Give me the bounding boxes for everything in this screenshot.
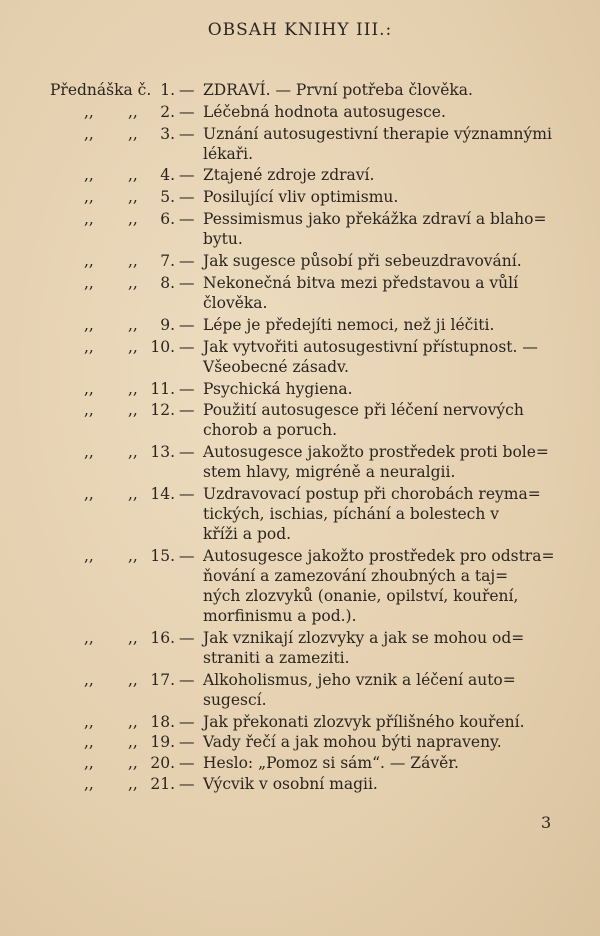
toc-entry: [0, 670, 600, 690]
lecture-label: Přednáška č.: [50, 81, 152, 99]
ditto-mark: ,,: [84, 713, 94, 731]
em-dash: —: [179, 380, 195, 398]
lecture-number: 15.: [150, 547, 175, 565]
em-dash: —: [179, 188, 195, 206]
toc-entry-continuation: [0, 357, 600, 377]
ditto-mark: ,,: [128, 125, 138, 143]
lecture-number: 14.: [150, 485, 175, 503]
ditto-mark: ,,: [128, 380, 138, 398]
toc-entry-continuation: [0, 420, 600, 440]
lecture-title: Jak vznikají zlozvyky a jak se mohou od=: [203, 629, 525, 647]
lecture-title: sugescí.: [203, 691, 267, 709]
lecture-number: 4.: [160, 166, 175, 184]
em-dash: —: [179, 252, 195, 270]
lecture-title: ňování a zamezování zhoubných a taj=: [203, 567, 509, 585]
lecture-title: straniti a zameziti.: [203, 649, 350, 667]
ditto-mark: ,,: [128, 166, 138, 184]
lecture-title: Použití autosugesce při léčení nervových: [203, 401, 524, 419]
ditto-mark: ,,: [128, 671, 138, 689]
lecture-number: 12.: [150, 401, 175, 419]
toc-entry: [0, 165, 600, 185]
lecture-title: tických, ischias, píchání a bolestech v: [203, 505, 500, 523]
em-dash: —: [179, 443, 195, 461]
ditto-mark: ,,: [84, 274, 94, 292]
lecture-number: 7.: [160, 252, 175, 270]
lecture-title: ných zlozvyků (onanie, opilství, kouření,: [203, 587, 519, 605]
toc-entry: [0, 315, 600, 335]
lecture-number: 21.: [150, 775, 175, 793]
toc-entry: [0, 546, 600, 566]
ditto-mark: ,,: [84, 629, 94, 647]
lecture-number: 9.: [160, 316, 175, 334]
toc-entry-continuation: [0, 229, 600, 249]
ditto-mark: ,,: [128, 188, 138, 206]
toc-entry: [0, 124, 600, 144]
lecture-title: člověka.: [203, 294, 268, 312]
em-dash: —: [179, 103, 195, 121]
ditto-mark: ,,: [84, 316, 94, 334]
lecture-title: Vady řečí a jak mohou býti napraveny.: [203, 733, 502, 751]
toc-entry-continuation: [0, 606, 600, 626]
toc-entry: [0, 251, 600, 271]
lecture-number: 6.: [160, 210, 175, 228]
ditto-mark: ,,: [128, 733, 138, 751]
em-dash: —: [179, 125, 195, 143]
ditto-mark: ,,: [84, 166, 94, 184]
em-dash: —: [179, 81, 195, 99]
lecture-title: Léčebná hodnota autosugesce.: [203, 103, 446, 121]
ditto-mark: ,,: [84, 733, 94, 751]
lecture-title: Uzdravovací postup při chorobách reyma=: [203, 485, 541, 503]
toc-entry: [0, 484, 600, 504]
toc-entry: [0, 400, 600, 420]
lecture-number: 16.: [150, 629, 175, 647]
lecture-number: 20.: [150, 754, 175, 772]
ditto-mark: ,,: [128, 443, 138, 461]
toc-entry: [0, 80, 600, 100]
ditto-mark: ,,: [84, 188, 94, 206]
lecture-title: Výcvik v osobní magii.: [203, 775, 378, 793]
lecture-title: Uznání autosugestivní therapie významnými: [203, 125, 552, 143]
ditto-mark: ,,: [128, 274, 138, 292]
em-dash: —: [179, 316, 195, 334]
ditto-mark: ,,: [84, 103, 94, 121]
lecture-title: kříži a pod.: [203, 525, 292, 543]
lecture-title: bytu.: [203, 230, 243, 248]
em-dash: —: [179, 210, 195, 228]
page-title: OBSAH KNIHY III.:: [207, 20, 393, 40]
page-number: 3: [541, 813, 552, 832]
toc-entry: [0, 209, 600, 229]
lecture-title: Autosugesce jakožto prostředek proti bole=: [203, 443, 549, 461]
lecture-number: 2.: [160, 103, 175, 121]
lecture-title: stem hlavy, migréně a neuralgii.: [203, 463, 456, 481]
ditto-mark: ,,: [128, 401, 138, 419]
toc-entry: [0, 732, 600, 752]
lecture-number: 10.: [150, 338, 175, 356]
ditto-mark: ,,: [128, 103, 138, 121]
toc-entry: [0, 379, 600, 399]
em-dash: —: [179, 754, 195, 772]
em-dash: —: [179, 713, 195, 731]
ditto-mark: ,,: [84, 671, 94, 689]
ditto-mark: ,,: [84, 775, 94, 793]
ditto-mark: ,,: [128, 547, 138, 565]
ditto-mark: ,,: [128, 713, 138, 731]
lecture-number: 8.: [160, 274, 175, 292]
lecture-title: Autosugesce jakožto prostředek pro odstra=: [203, 547, 555, 565]
ditto-mark: ,,: [128, 338, 138, 356]
lecture-title: Jak sugesce působí při sebeuzdravování.: [203, 252, 522, 270]
toc-entry-continuation: [0, 524, 600, 544]
lecture-title: Heslo: „Pomoz si sám“. — Závěr.: [203, 754, 459, 772]
lecture-title: Alkoholismus, jeho vznik a léčení auto=: [203, 671, 516, 689]
lecture-title: Ztajené zdroje zdraví.: [203, 166, 375, 184]
lecture-number: 5.: [160, 188, 175, 206]
lecture-number: 19.: [150, 733, 175, 751]
ditto-mark: ,,: [128, 316, 138, 334]
em-dash: —: [179, 547, 195, 565]
lecture-number: 13.: [150, 443, 175, 461]
toc-entry: [0, 442, 600, 462]
lecture-number: 11.: [150, 380, 175, 398]
ditto-mark: ,,: [84, 210, 94, 228]
toc-entry-continuation: [0, 462, 600, 482]
toc-entry: [0, 102, 600, 122]
em-dash: —: [179, 775, 195, 793]
toc-entry: [0, 774, 600, 794]
em-dash: —: [179, 338, 195, 356]
ditto-mark: ,,: [84, 401, 94, 419]
lecture-title: ZDRAVÍ. — První potřeba člověka.: [203, 81, 473, 99]
em-dash: —: [179, 671, 195, 689]
toc-entry: [0, 753, 600, 773]
lecture-title: morfinismu a pod.).: [203, 607, 357, 625]
lecture-title: lékaři.: [203, 145, 254, 163]
ditto-mark: ,,: [84, 547, 94, 565]
ditto-mark: ,,: [128, 629, 138, 647]
toc-entry-continuation: [0, 690, 600, 710]
toc-entry-continuation: [0, 504, 600, 524]
toc-entry: [0, 187, 600, 207]
lecture-number: 3.: [160, 125, 175, 143]
ditto-mark: ,,: [84, 252, 94, 270]
ditto-mark: ,,: [84, 338, 94, 356]
toc-entry: [0, 273, 600, 293]
lecture-title: Všeobecné zásadv.: [203, 358, 349, 376]
em-dash: —: [179, 485, 195, 503]
em-dash: —: [179, 166, 195, 184]
toc-entry: [0, 628, 600, 648]
ditto-mark: ,,: [84, 380, 94, 398]
lecture-title: Jak vytvořiti autosugestivní přístupnost. —: [203, 338, 538, 356]
toc-entry-continuation: [0, 144, 600, 164]
toc-entry-continuation: [0, 648, 600, 668]
toc-entry-continuation: [0, 586, 600, 606]
ditto-mark: ,,: [128, 775, 138, 793]
toc-entry: [0, 712, 600, 732]
ditto-mark: ,,: [128, 252, 138, 270]
ditto-mark: ,,: [128, 485, 138, 503]
lecture-number: 17.: [150, 671, 175, 689]
lecture-title: Nekonečná bitva mezi představou a vůlí: [203, 274, 519, 292]
lecture-number: 1.: [160, 81, 175, 99]
lecture-title: chorob a poruch.: [203, 421, 337, 439]
toc-entry-continuation: [0, 293, 600, 313]
lecture-title: Posilující vliv optimismu.: [203, 188, 399, 206]
ditto-mark: ,,: [84, 443, 94, 461]
em-dash: —: [179, 274, 195, 292]
ditto-mark: ,,: [128, 210, 138, 228]
ditto-mark: ,,: [84, 754, 94, 772]
toc-entry-continuation: [0, 566, 600, 586]
lecture-title: Pessimismus jako překážka zdraví a blaho=: [203, 210, 547, 228]
lecture-number: 18.: [150, 713, 175, 731]
lecture-title: Psychická hygiena.: [203, 380, 353, 398]
em-dash: —: [179, 629, 195, 647]
lecture-title: Jak překonati zlozvyk přílišného kouření.: [203, 713, 525, 731]
ditto-mark: ,,: [84, 125, 94, 143]
toc-entry: [0, 337, 600, 357]
em-dash: —: [179, 401, 195, 419]
ditto-mark: ,,: [128, 754, 138, 772]
em-dash: —: [179, 733, 195, 751]
lecture-title: Lépe je předejíti nemoci, než ji léčiti.: [203, 316, 495, 334]
ditto-mark: ,,: [84, 485, 94, 503]
